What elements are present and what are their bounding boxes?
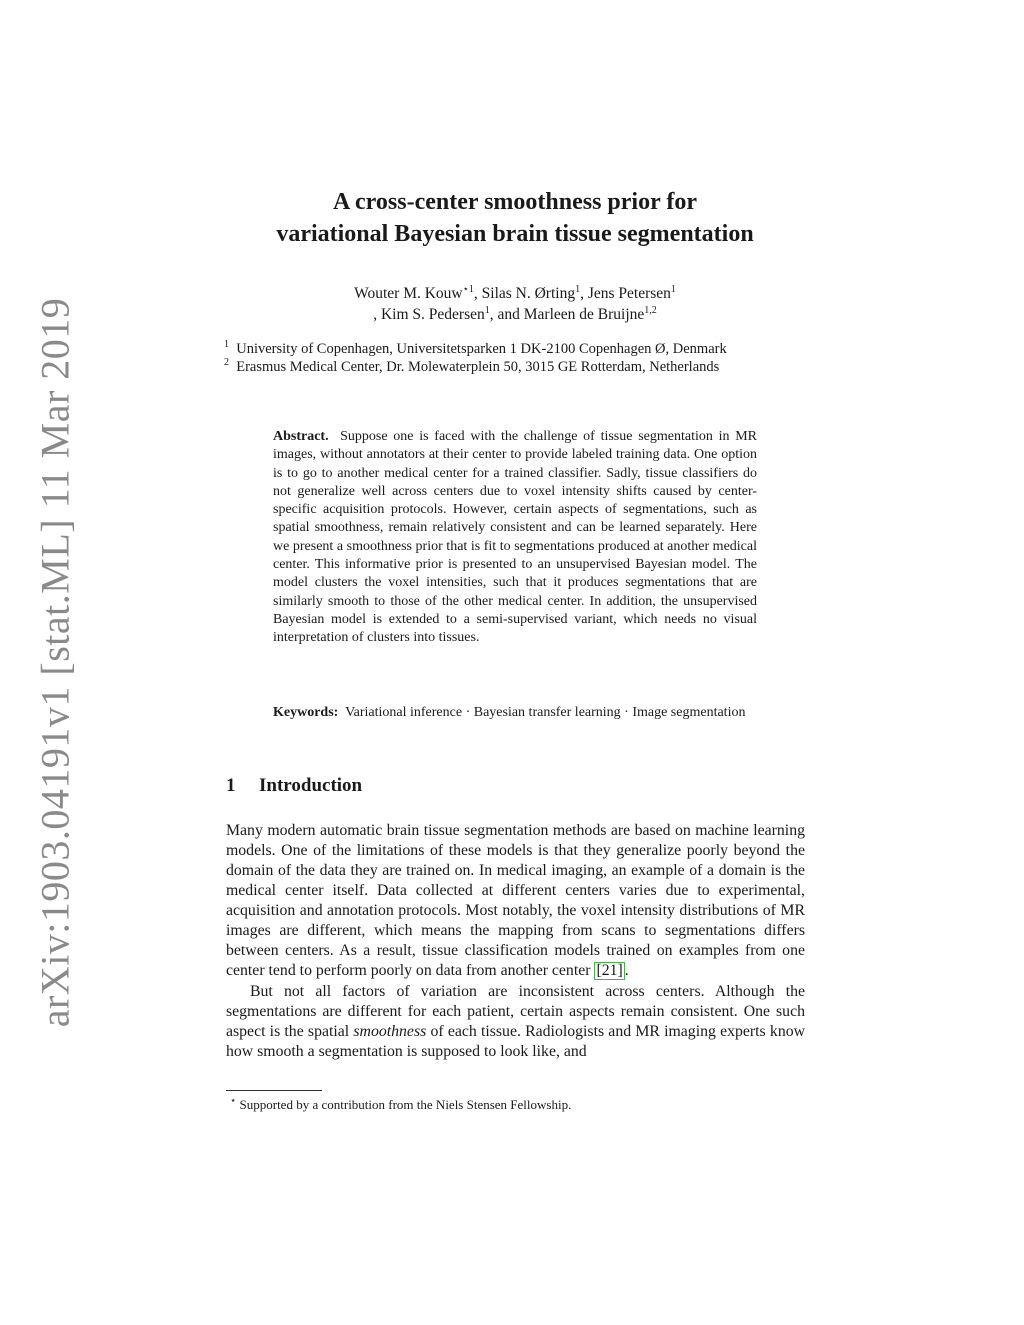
author-name: , Silas N. Ørting (473, 285, 576, 302)
paragraph-text: Many modern automatic brain tissue segmentation methods are based on machine learning models. One of the limitations of these models is that they generalize poorly beyond the domain of the data they are trained on. In medical imaging, an example of a domain is the medical center itself. Data collected at different centers varies due to experimental, acquisition and annotation protocols. Most notably, the voxel intensity distributions of MR images are different, which means the mapping from scans to segmentations differs between centers. As a result, tissue classification models trained on examples from one center tend to perform poorly on data from another center (226, 822, 805, 979)
paragraph-text: But not all factors of variation are inconsistent across centers. Although the segmentations are different for each patient, certain aspects remain consistent. One such aspect is the spatial (226, 983, 805, 1040)
affiliation-number: 1 (224, 339, 229, 351)
abstract-label: Abstract. (273, 429, 329, 444)
title-line-2: variational Bayesian brain tissue segmentation (276, 221, 754, 247)
title-line-1: A cross-center smoothness prior for (333, 189, 697, 215)
author-list (200, 283, 830, 325)
section-title: Introduction (259, 775, 363, 796)
keywords-text: Variational inference · Bayesian transfer learning · Image segmentation (345, 705, 746, 720)
affiliation-number: 2 (224, 357, 229, 369)
author-marker: 1 (670, 283, 676, 295)
author-name: , Kim S. Pedersen (373, 306, 485, 323)
affiliation-text: University of Copenhagen, Universitetsparken 1 DK-2100 Copenhagen Ø, Denmark (236, 341, 727, 357)
affiliation-text: Erasmus Medical Center, Dr. Molewaterplein 50, 3015 GE Rotterdam, Netherlands (236, 359, 720, 375)
paragraph (226, 982, 805, 1062)
footnote (230, 1096, 805, 1113)
paragraph-text: of each tissue. Radiologists and MR imaging experts know how smooth a segmentation is supposed to look like, and (226, 1023, 806, 1060)
footnote-mark: ⋆ (230, 1095, 237, 1107)
emphasized-term: smoothness (353, 1023, 427, 1040)
author-line-2 (200, 304, 830, 325)
paper-title (200, 186, 830, 250)
author-marker: 1 (484, 304, 490, 316)
author-line-1 (200, 283, 830, 304)
arxiv-identifier-stamp (30, 0, 80, 1325)
author-name: , Jens Petersen (580, 285, 671, 302)
keywords-label: Keywords: (273, 705, 339, 720)
footnote-divider (226, 1090, 322, 1091)
paragraph: Many modern automatic brain tissue segmentation methods are based on machine learning models. One of the limitations of these models is that they generalize poorly beyond the domain of the data they are trained on. In medical imaging, an example of a domain is the medical center itself. Data collected at different centers varies due to experimental, acquisition and annotation protocols. Most notably, the voxel intensity distributions of MR images are different, which means the mapping from scans to segmentations differs between centers. As a result, tissue classification models trained on examples from one center tend to perform poorly on data from another center [21] . (226, 822, 805, 979)
affiliations (224, 340, 814, 376)
footnote-text: Supported by a contribution from the Niels Stensen Fellowship. (239, 1097, 572, 1112)
citation-link[interactable]: [21] (596, 962, 623, 979)
abstract (273, 428, 757, 648)
arxiv-id-text: arXiv:1903.04191v1 [stat.ML] 11 Mar 2019 (32, 297, 78, 1028)
author-name: , and Marleen de Bruijne (489, 306, 645, 323)
affiliation-1 (224, 340, 814, 358)
affiliation-2 (224, 358, 814, 376)
section-number: 1 (226, 775, 236, 796)
author-marker: 1,2 (644, 304, 657, 316)
author-marker: ⋆1 (462, 283, 474, 295)
author-marker: 1 (575, 283, 581, 295)
introduction-body (226, 821, 805, 1062)
keywords (273, 704, 757, 722)
section-heading (226, 775, 362, 797)
author-name: Wouter M. Kouw (354, 285, 463, 302)
abstract-text: Suppose one is faced with the challenge of tissue segmentation in MR images, without annotators at their center to provide labeled training data. One option is to go to another medical center for a trained classifier. Sadly, tissue classifiers do not generalize well across centers due to voxel intensity shifts caused by center-specific acquisition protocols. However, certain aspects of segmentations, such as spatial smoothness, remain relatively consistent and can be learned separately. Here we present a smoothness prior that is fit to segmentations produced at another medical center. This informative prior is presented to an unsupervised Bayesian model. The model clusters the voxel intensities, such that it produces segmentations that are similarly smooth to those of the other medical center. In addition, the unsupervised Bayesian model is extended to a semi-supervised variant, which needs no visual interpretation of clusters into tissues. (273, 429, 758, 646)
